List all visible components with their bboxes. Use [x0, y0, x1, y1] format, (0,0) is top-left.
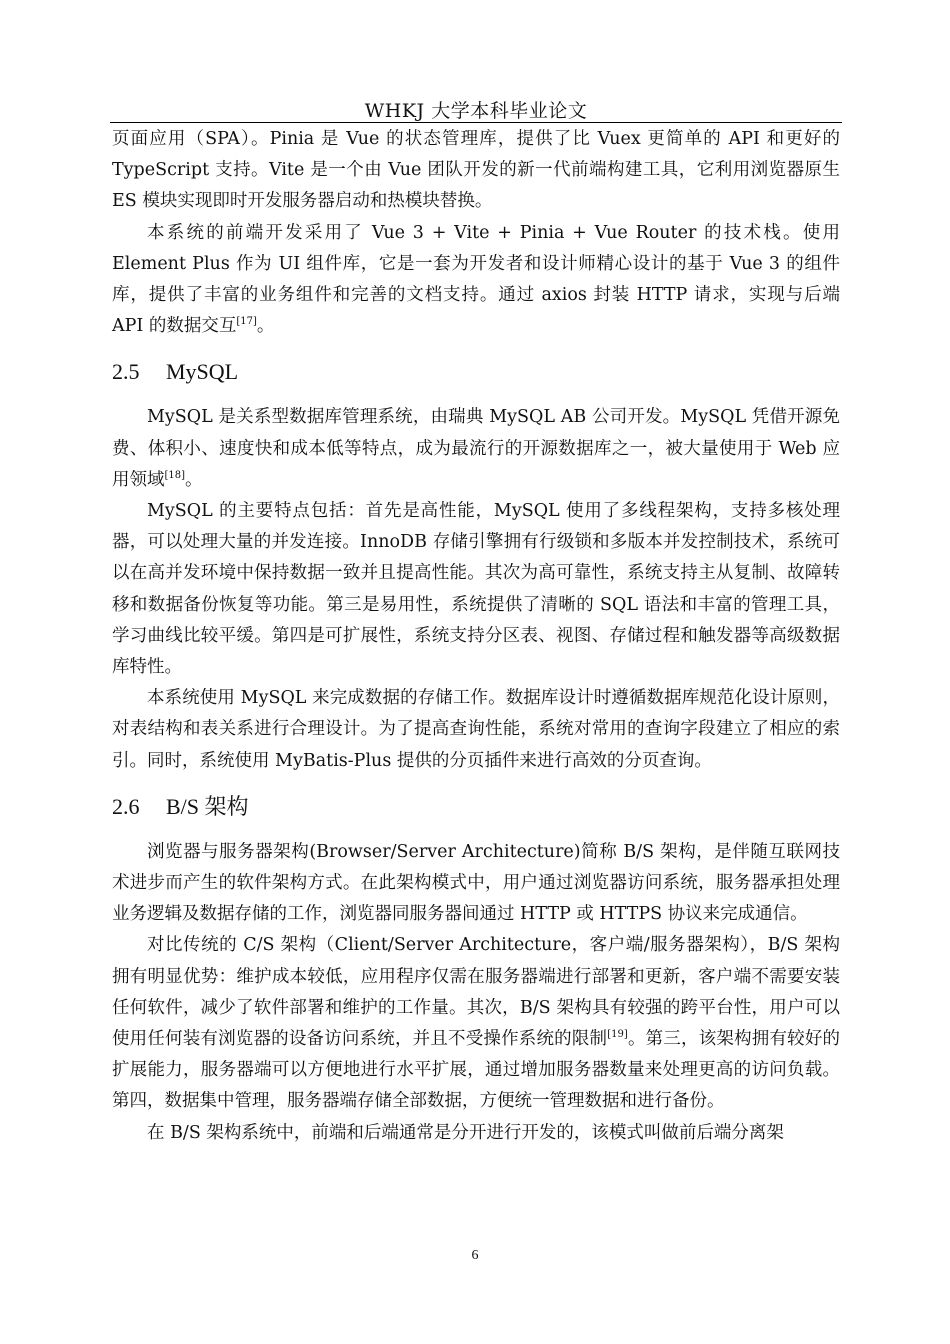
paragraph-text: 。第三，该架构拥有较好的扩展能力，服务器端可以方便地进行水平扩展，通过增加服务器数量来处理更高的访问负载。第四，数据集中管理，服务器端存储全部数据，方便统一管理数据和进行备份。	[112, 1029, 841, 1112]
paragraph-end: 。	[185, 469, 203, 490]
paragraph: MySQL 的主要特点包括：首先是高性能，MySQL 使用了多线程架构，支持多核处理器，可以处理大量的并发连接。InnoDB 存储引擎拥有行级锁和多版本并发控制技术，系统可以在高并发环境中保持数据一致并且提高性能。其次为高可靠性，系统支持主从复制、故障转移和数据备份恢复等功能。第三是易用性，系统提供了清晰的 SQL 语法和丰富的管理工具，学习曲线比较平缓。第四是可扩展性，系统支持分区表、视图、存储过程和触发器等高级数据库特性。	[112, 501, 840, 678]
header-rule	[110, 122, 842, 123]
page-number: 6	[471, 1248, 479, 1263]
section-title: B/S 架构	[166, 793, 249, 819]
paragraph	[112, 402, 840, 496]
page-body	[112, 124, 840, 1149]
paragraph: 在 B/S 架构系统中，前端和后端通常是分开进行开发的，该模式叫做前后端分离架	[147, 1122, 784, 1143]
paragraph	[112, 930, 840, 1117]
citation: [18]	[164, 470, 186, 481]
paragraph: 页面应用（SPA）。Pinia 是 Vue 的状态管理库，提供了比 Vuex 更简单的 API 和更好的 TypeScript 支持。Vite 是一个由 Vue 团队开发的新一代前端构建工具，它利用浏览器原生 ES 模块实现即时开发服务器启动和热模块替换。	[112, 129, 840, 212]
paragraph-text: 对比传统的 C/S 架构（Client/Server Architecture，客户端/服务器架构），B/S 架构拥有明显优势：维护成本较低，应用程序仅需在服务器端进行部署和更新，客户端不需要安装任何软件，减少了软件部署和维护的工作量。其次，B/S 架构具有较强的跨平台性，用户可以使用任何装有浏览器的设备访问系统，并且不受操作系统的限制	[112, 935, 840, 1050]
paragraph	[112, 218, 840, 343]
citation: [19]	[607, 1029, 628, 1041]
paragraph-end: 。	[256, 316, 275, 337]
paragraph: 本系统使用 MySQL 来完成数据的存储工作。数据库设计时遵循数据库规范化设计原则，对表结构和表关系进行合理设计。为了提高查询性能，系统对常用的查询字段建立了相应的索引。同时，系统使用 MyBatis-Plus 提供的分页插件来进行高效的分页查询。	[112, 688, 840, 771]
section-heading-2-5	[112, 342, 840, 402]
paragraph-text: 本系统的前端开发采用了 Vue 3 + Vite + Pinia + Vue Router 的技术栈。使用 Element Plus 作为 UI 组件库，它是一套为开发者和设计师精心设计的基于 Vue 3 的组件库，提供了丰富的业务组件和完善的文档支持。通过 axios 封装 HTTP 请求，实现与后端 API 的数据交互	[112, 222, 840, 337]
section-title: MySQL	[166, 359, 239, 385]
section-number: 2.5	[112, 359, 140, 385]
citation: [17]	[236, 316, 257, 328]
running-header: WHKJ 大学本科毕业论文	[364, 100, 588, 122]
section-heading-2-6	[112, 777, 840, 837]
section-number: 2.6	[112, 793, 140, 819]
paragraph-text: MySQL 是关系型数据库管理系统，由瑞典 MySQL AB 公司开发。MySQL 凭借开源免费、体积小、速度快和成本低等特点，成为最流行的开源数据库之一，被大量使用于 Web 应用领域	[112, 407, 840, 490]
paragraph: 浏览器与服务器架构(Browser/Server Architecture)简称 B/S 架构，是伴随互联网技术进步而产生的软件架构方式。在此架构模式中，用户通过浏览器访问系统，服务器承担处理业务逻辑及数据存储的工作，浏览器同服务器间通过 HTTP 或 HTTPS 协议来完成通信。	[112, 841, 840, 925]
